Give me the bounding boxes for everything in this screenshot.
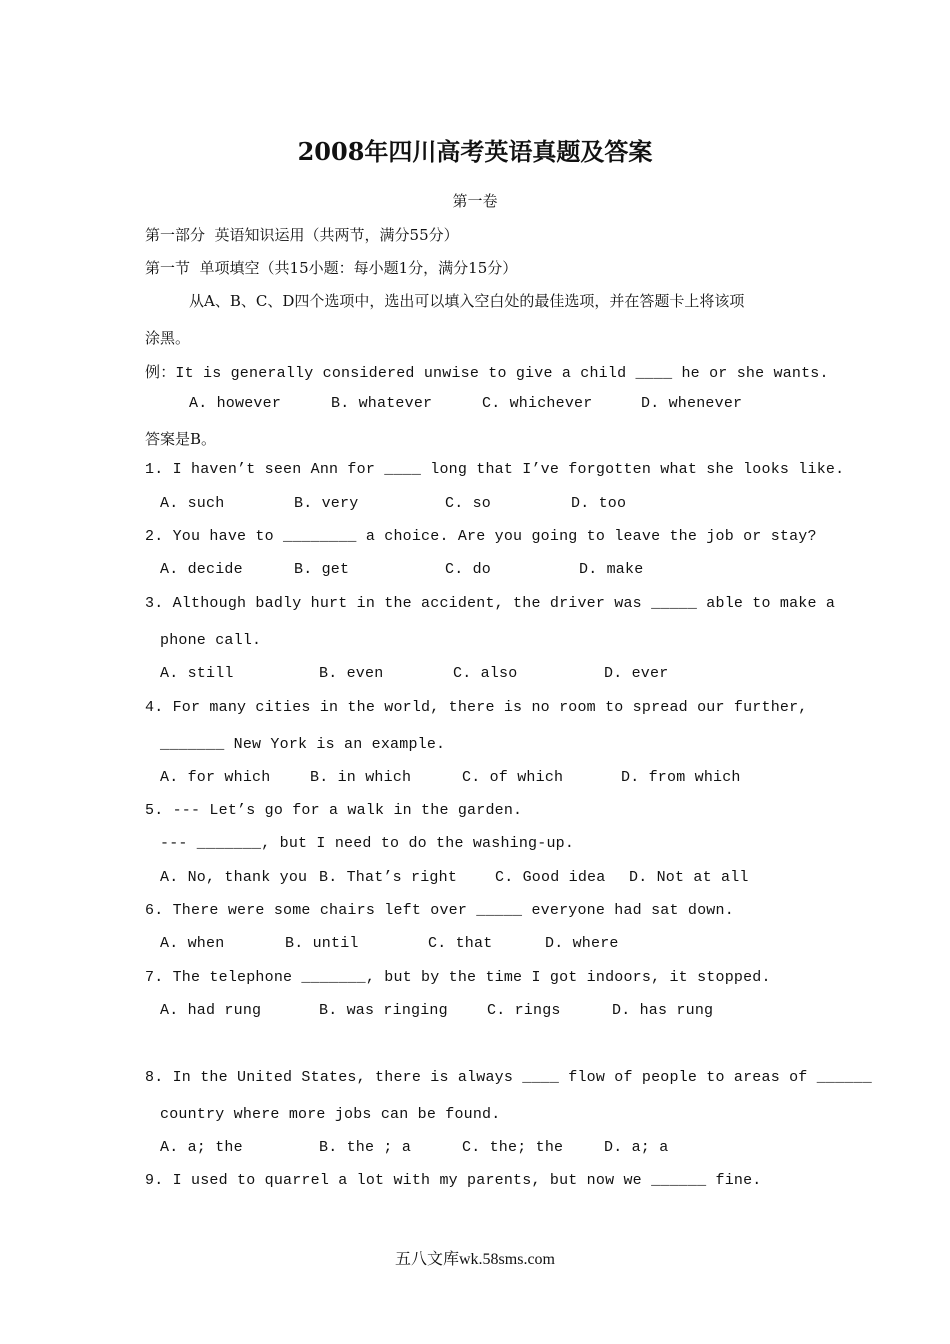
question-4-option-c: C. of which: [462, 769, 564, 786]
question-6-stem: 6. There were some chairs left over _____ everyone had sat down.: [145, 902, 734, 919]
question-4-stem: 4. For many cities in the world, there is no room to spread our further,: [145, 699, 808, 716]
question-2-option-a: A. decide: [160, 561, 243, 578]
question-8-stem: 8. In the United States, there is always ____ flow of people to areas of ______: [145, 1069, 872, 1086]
question-7-option-d: D. has rung: [612, 1002, 714, 1019]
question-3-stem-continued: phone call.: [160, 632, 262, 649]
question-1-option-d: D. too: [571, 495, 627, 512]
question-5-option-a: A. No, thank you: [160, 869, 308, 886]
question-8-option-d: D. a; a: [604, 1139, 669, 1156]
question-3-option-a: A. still: [160, 665, 234, 682]
question-2-option-b: B. get: [294, 561, 350, 578]
example-option-c: C. whichever: [482, 395, 593, 412]
volume-label: 第一卷: [452, 192, 498, 210]
question-8-option-a: A. a; the: [160, 1139, 243, 1156]
question-3-option-d: D. ever: [604, 665, 669, 682]
page-title: 2008年四川高考英语真题及答案: [297, 137, 653, 166]
question-9-stem: 9. I used to quarrel a lot with my parents, but now we ______ fine.: [145, 1172, 762, 1189]
question-1-option-c: C. so: [445, 495, 492, 512]
question-1-option-b: B. very: [294, 495, 359, 512]
question-2-option-d: D. make: [579, 561, 644, 578]
question-6-option-c: C. that: [428, 935, 493, 952]
question-4-option-d: D. from which: [621, 769, 741, 786]
question-3-stem: 3. Although badly hurt in the accident, the driver was _____ able to make a: [145, 595, 836, 612]
page-footer: 五八文库wk.58sms.com: [394, 1251, 555, 1268]
question-6-option-a: A. when: [160, 935, 225, 952]
question-1-option-a: A. such: [160, 495, 225, 512]
instructions-line-2: 涂黑。: [145, 329, 191, 347]
question-5-option-b: B. That’s right: [319, 869, 458, 886]
question-2-option-c: C. do: [445, 561, 492, 578]
question-5-option-c: C. Good idea: [495, 869, 606, 886]
question-3-option-b: B. even: [319, 665, 384, 682]
example-answer: 答案是B。: [145, 430, 217, 448]
question-7-stem: 7. The telephone _______, but by the time I got indoors, it stopped.: [145, 969, 771, 986]
question-8-option-b: B. the ; a: [319, 1139, 412, 1156]
question-4-option-b: B. in which: [310, 769, 412, 786]
question-5-option-d: D. Not at all: [629, 869, 749, 886]
example-option-b: B. whatever: [331, 395, 433, 412]
question-8-option-c: C. the; the: [462, 1139, 564, 1156]
question-5-stem: 5. --- Let’s go for a walk in the garden.: [145, 802, 523, 819]
question-4-stem-continued: _______ New York is an example.: [160, 736, 446, 753]
question-7-option-c: C. rings: [487, 1002, 561, 1019]
example-stem: 例：It is generally considered unwise to give a child ____ he or she wants.: [145, 365, 829, 382]
question-5-stem-continued: --- _______, but I need to do the washing-up.: [160, 835, 575, 852]
question-7-option-a: A. had rung: [160, 1002, 262, 1019]
question-7-option-b: B. was ringing: [319, 1002, 448, 1019]
question-2-stem: 2. You have to ________ a choice. Are you going to leave the job or stay?: [145, 528, 817, 545]
question-6-option-d: D. where: [545, 935, 619, 952]
section-heading: 第一节 单项填空（共15小题：每小题1分，满分15分）: [145, 259, 518, 277]
question-8-stem-continued: country where more jobs can be found.: [160, 1106, 501, 1123]
question-3-option-c: C. also: [453, 665, 518, 682]
question-4-option-a: A. for which: [160, 769, 271, 786]
example-option-a: A. however: [189, 395, 282, 412]
question-1-stem: 1. I haven’t seen Ann for ____ long that I’ve forgotten what she looks like.: [145, 461, 845, 478]
instructions-line-1: 从A、B、C、D四个选项中，选出可以填入空白处的最佳选项，并在答题卡上将该项: [189, 292, 745, 310]
question-6-option-b: B. until: [285, 935, 359, 952]
part-heading: 第一部分 英语知识运用（共两节，满分55分）: [145, 226, 459, 244]
example-option-d: D. whenever: [641, 395, 743, 412]
